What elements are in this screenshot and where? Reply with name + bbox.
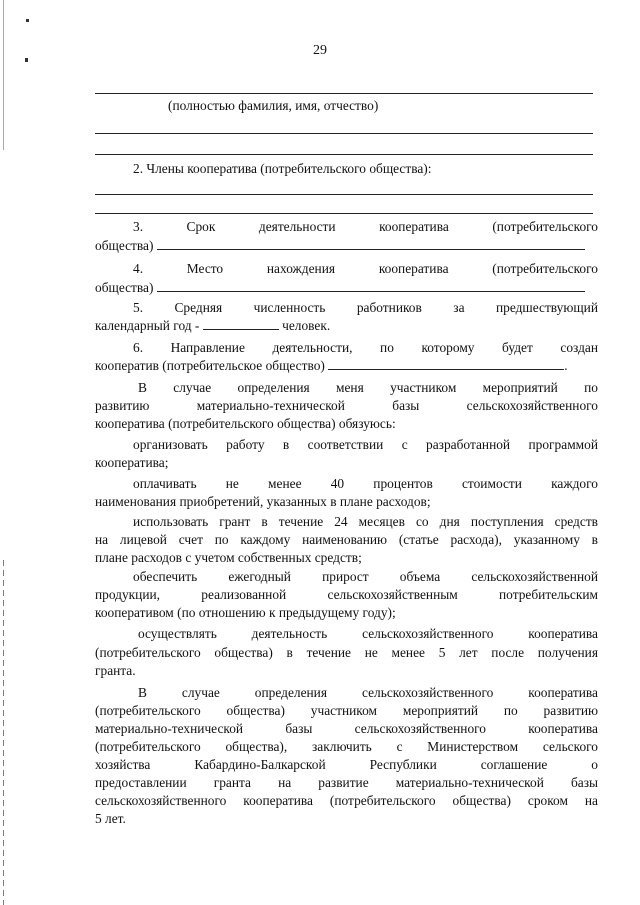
staff-unit: человек. — [282, 318, 331, 333]
term-label: общества) — [95, 238, 154, 253]
p7-line-1: В случае определения сельскохозяйственного кооператива — [138, 685, 598, 700]
location-label: общества) — [95, 280, 154, 295]
p6-line-2: (потребительского общества) в течение не менее 5 лет после получения — [95, 645, 598, 660]
p2-line-2: кооператива; — [95, 455, 169, 470]
term-blank — [157, 238, 585, 250]
members-heading: 2. Члены кооператива (потребительского общества): — [133, 161, 432, 176]
p7-line-4: (потребительского общества), заключить с Министерством сельского — [95, 739, 598, 754]
p1-line-1: В случае определения меня участником мероприятий по — [138, 380, 598, 395]
fill-line-fio — [95, 93, 593, 94]
p6-line-3: гранта. — [95, 663, 136, 678]
location-line-1: 4. Место нахождения кооператива (потребительского — [133, 261, 598, 276]
p1-line-2: развитию материально-технической базы сельскохозяйственного — [95, 398, 598, 413]
p7-line-6: предоставлении гранта на развитие материально-технической базы — [95, 775, 598, 790]
p6-line-1: осуществлять деятельность сельскохозяйственного кооператива — [138, 626, 598, 641]
direction-blank — [328, 358, 564, 370]
p7-line-2: (потребительского общества) участником мероприятий по развитию — [95, 703, 598, 718]
location-line-2 — [95, 279, 598, 297]
direction-label: кооператив (потребительское общество) — [95, 358, 325, 373]
staff-line-2 — [95, 317, 598, 335]
fio-caption: (полностью фамилия, имя, отчество) — [168, 98, 379, 113]
direction-line-2 — [95, 357, 598, 375]
p7-line-7: сельскохозяйственного кооператива (потребительского общества) сроком на — [95, 793, 598, 808]
staff-line-1: 5. Средняя численность работников за предшествующий — [133, 300, 598, 315]
p4-line-1: использовать грант в течение 24 месяцев со дня поступления средств — [133, 514, 598, 529]
direction-end: . — [564, 358, 568, 373]
p4-line-2: на лицевой счет по каждому наименованию (статье расхода), указанному в — [95, 532, 598, 547]
direction-line-1: 6. Направление деятельности, по которому будет создан — [133, 340, 598, 355]
scan-margin-line-upper — [3, 0, 4, 150]
p5-line-3: кооперативом (по отношению к предыдущему году); — [95, 605, 396, 620]
p1-line-3: кооператива (потребительского общества) обязуюсь: — [95, 416, 396, 431]
fill-line-members-2 — [95, 213, 593, 214]
staff-label: календарный год - — [95, 318, 200, 333]
p5-line-2: продукции, реализованной сельскохозяйственным потребительским — [95, 587, 598, 602]
fill-line-blank-2 — [95, 154, 593, 155]
p3-line-2: наименования приобретений, указанных в плане расходов; — [95, 494, 431, 509]
p7-line-5: хозяйства Кабардино-Балкарской Республики соглашение о — [95, 757, 598, 772]
scan-dot-top — [26, 19, 29, 22]
p7-line-8: 5 лет. — [95, 811, 126, 826]
p4-line-3: плане расходов с учетом собственных средств; — [95, 550, 362, 565]
p7-line-3: материально-технической базы сельскохозяйственного кооператива — [95, 721, 598, 736]
fill-line-blank-1 — [95, 133, 593, 134]
term-line-1: 3. Срок деятельности кооператива (потребительского — [133, 219, 598, 234]
staff-blank — [203, 318, 279, 330]
term-line-2 — [95, 237, 598, 255]
p5-line-1: обеспечить ежегодный прирост объема сельскохозяйственной — [133, 569, 598, 584]
p2-line-1: организовать работу в соответствии с разработанной программой — [133, 437, 598, 452]
fill-line-members-1 — [95, 194, 593, 195]
location-blank — [157, 280, 585, 292]
page-number: 29 — [313, 43, 327, 58]
scan-margin-line-lower — [3, 560, 4, 905]
p3-line-1: оплачивать не менее 40 процентов стоимости каждого — [133, 476, 598, 491]
